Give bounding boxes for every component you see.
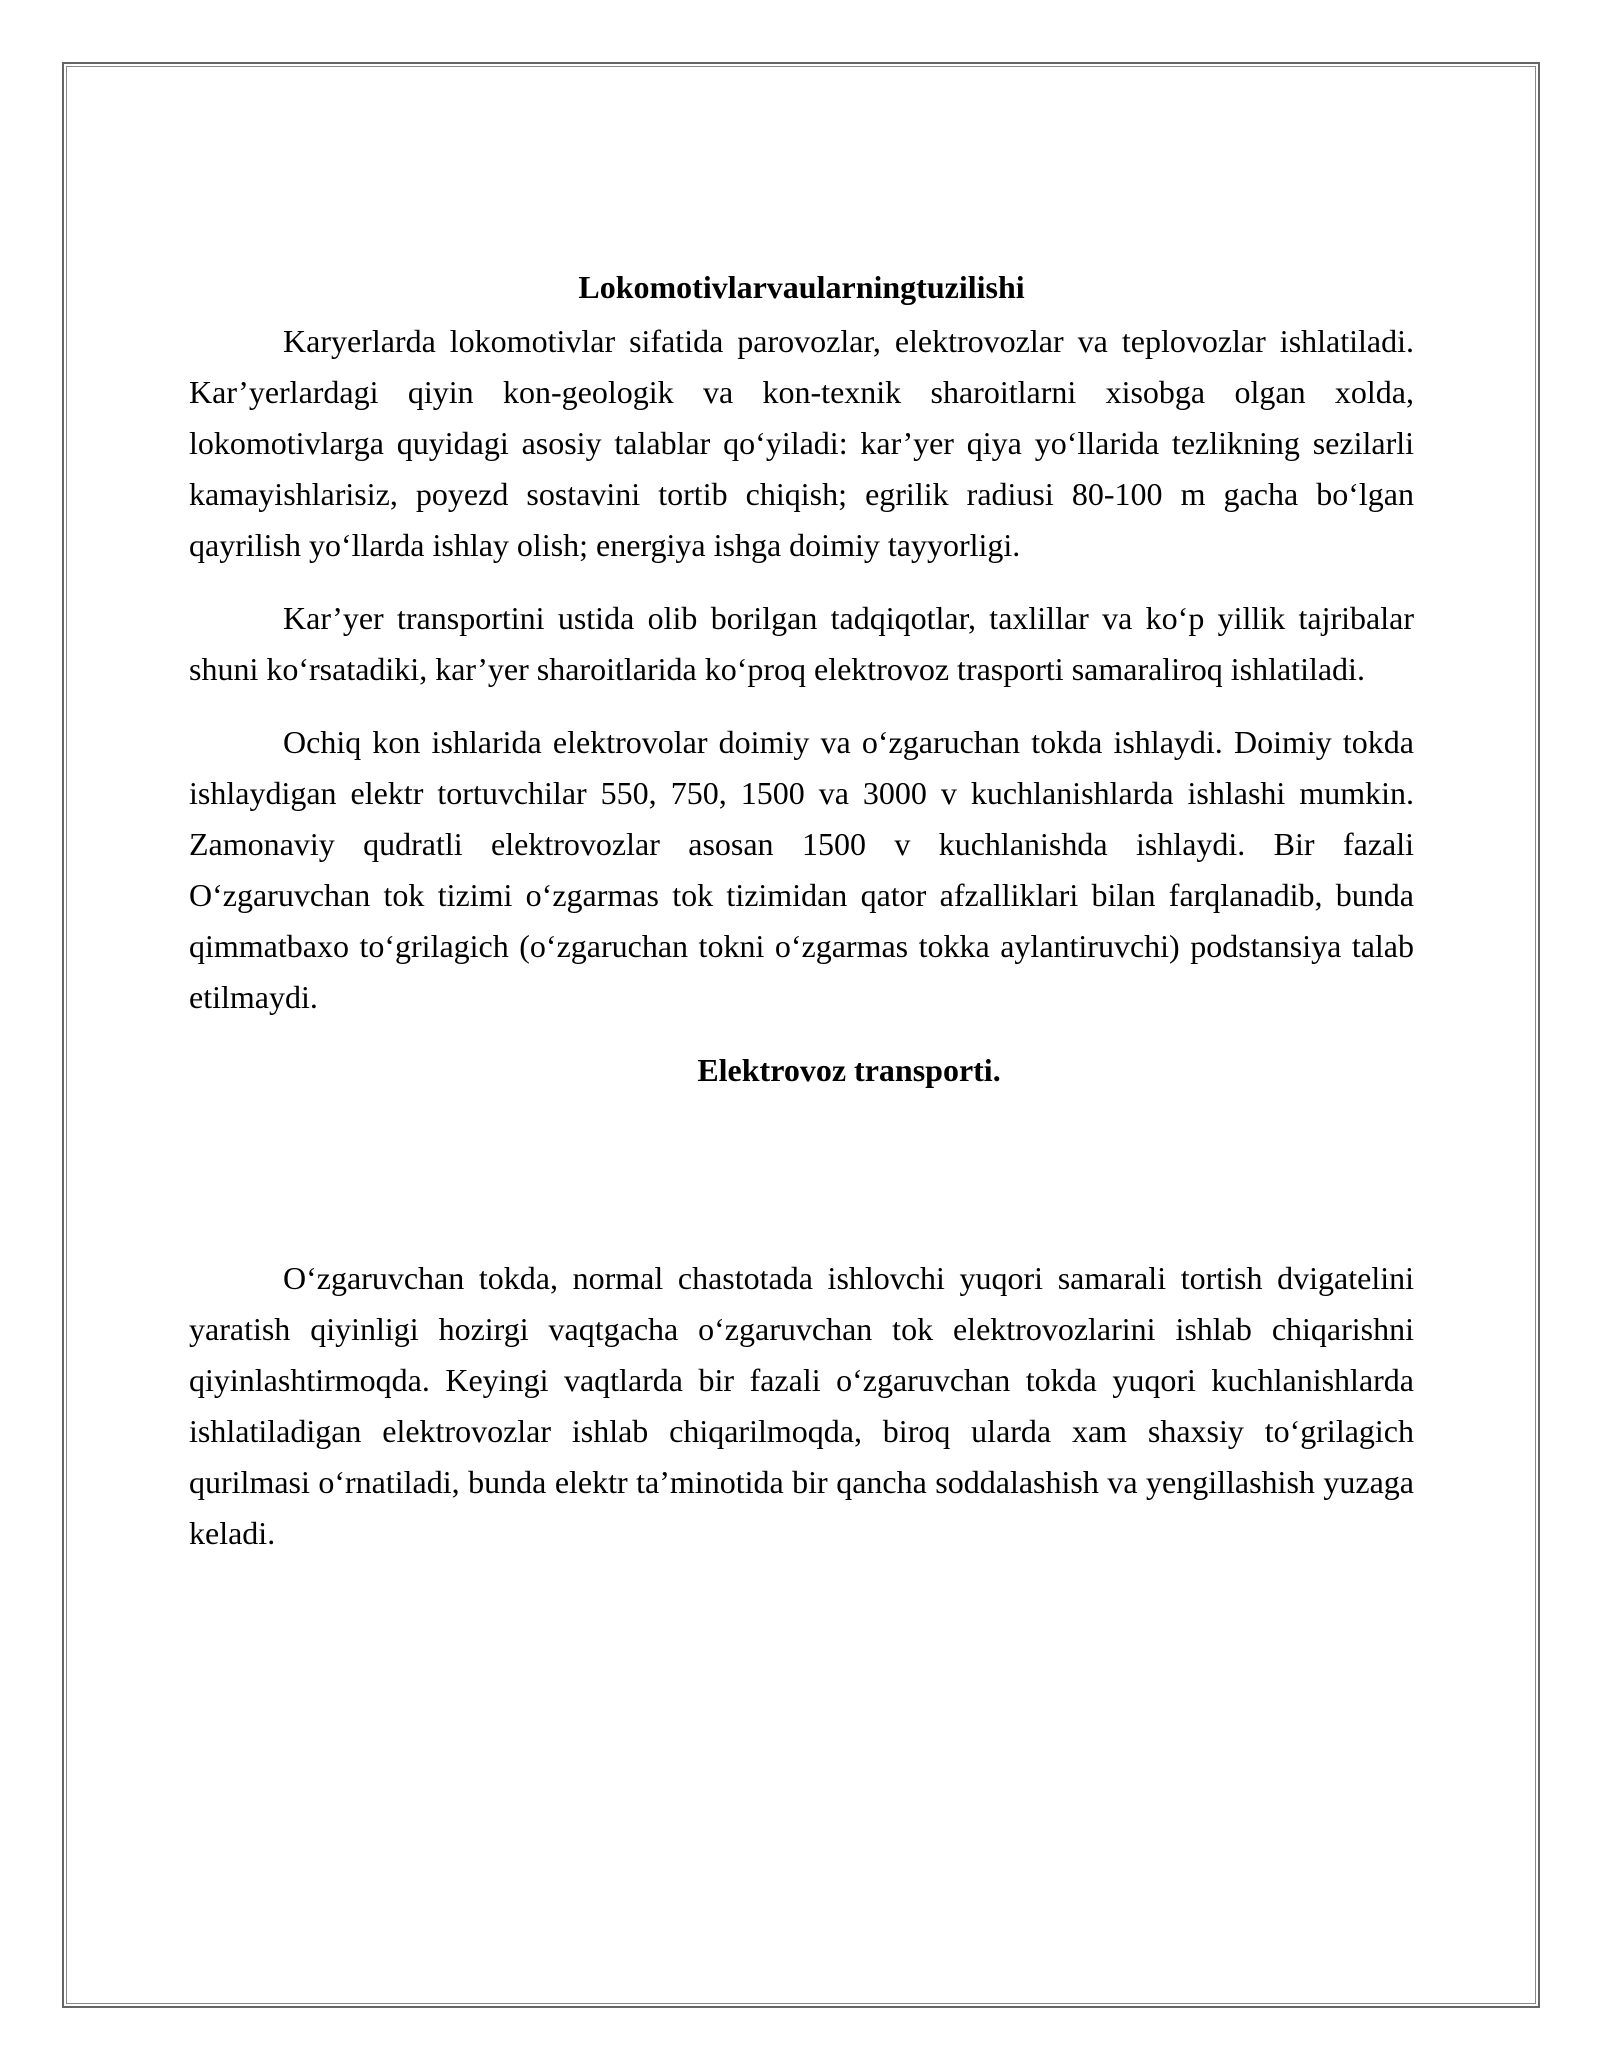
document-body [189, 262, 1414, 1581]
document-title: Lokomotivlarvaularningtuzilishi [578, 269, 1025, 305]
paragraph-1: Karyerlarda lokomotivlar sifatida parovozlar, elektrovozlar va teplovozlar ishlatiladi. Kar’yerlardagi qiyin kon-geologik va kon-texnik sharoitlarni xisobga olgan xolda, lokomotivlarga quyidagi asosiy talablar qo‘yiladi: kar’yer qiya yo‘llarida tezlikning sezilarli kamayishlarisiz, poyezd sostavini tortib chiqish; egrilik radiusi 80-100 m gacha bo‘lgan qayrilish yo‘llarda ishlay olish; energiya ishga doimiy tayyorligi. [189, 323, 1414, 563]
paragraph-2: Kar’yer transportini ustida olib borilgan tadqiqotlar, taxlillar va ko‘p yillik tajribalar shuni ko‘rsatadiki, kar’yer sharoitlarida ko‘proq elektrovoz trasporti samaraliroq ishlatiladi. [189, 600, 1414, 687]
section-heading: Elektrovoz transporti. [697, 1052, 1001, 1088]
paragraph-4: O‘zgaruvchan tokda, normal chastotada ishlovchi yuqori samarali tortish dvigatelini yaratish qiyinligi hozirgi vaqtgacha o‘zgaruvchan tok elektrovozlarini ishlab chiqarishni qiyinlashtirmoqda. Keyingi vaqtlarda bir fazali o‘zgaruvchan tokda yuqori kuchlanishlarda ishlatiladigan elektrovozlar ishlab chiqarilmoqda, biroq ularda xam shaxsiy to‘grilagich qurilmasi o‘rnatiladi, bunda elektr ta’minotida bir qancha soddalashish va yengillashish yuzaga keladi. [189, 1260, 1414, 1551]
blank-space [189, 1095, 1414, 1253]
paragraph-3: Ochiq kon ishlarida elektrovolar doimiy va o‘zgaruchan tokda ishlaydi. Doimiy tokda ishlaydigan elektr tortuvchilar 550, 750, 1500 va 3000 v kuchlanishlarda ishlashi mumkin. Zamonaviy qudratli elektrovozlar asosan 1500 v kuchlanishda ishlaydi. Bir fazali O‘zgaruvchan tok tizimi o‘zgarmas tok tizimidan qator afzalliklari bilan farqlanadib, bunda qimmatbaxo to‘grilagich (o‘zgaruchan tokni o‘zgarmas tokka aylantiruvchi) podstansiya talab etilmaydi. [189, 724, 1414, 1015]
